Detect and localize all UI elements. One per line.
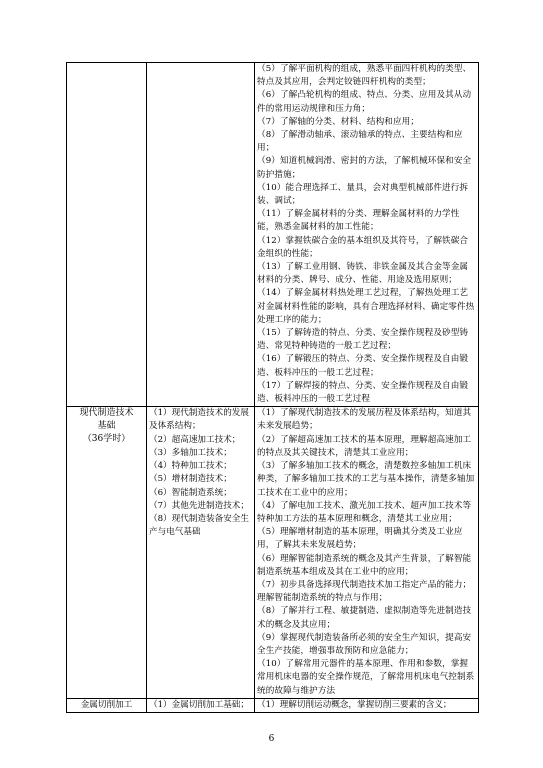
table-row-metal-cutting: [67, 698, 479, 712]
requirement-item: （8）了解并行工程、敏捷制造、虚拟制造等先进制造技术的概念及其应用；: [257, 606, 472, 630]
requirement-item: （11）了解金属材料的分类、理解金属材料的力学性能，熟悉金属材料的加工性能；: [257, 209, 460, 233]
requirement-item: （8）了解滑动轴承、滚动轴承的特点、主要结构和应用；: [257, 130, 463, 154]
requirement-item: （5）理解增材制造的基本原理，明确其分类及工业应用，了解其未来发展趋势；: [257, 527, 463, 551]
course-content-cell: [147, 698, 255, 712]
requirement-item: （2）了解超高速加工技术的基本原理，理解超高速加工的特点及其关键技术，清楚其工业应用；: [257, 434, 472, 458]
course-content-cell: [147, 63, 255, 407]
course-hours: （36学时）: [82, 434, 131, 445]
content-item: （4）特种加工技术；: [149, 461, 232, 472]
page-number: 6: [268, 734, 275, 744]
course-name-cell: [67, 63, 147, 407]
requirement-item: （17）了解焊接的特点、分类、安全操作规程及自由锻造、板料冲压的一般工艺过程: [257, 380, 469, 405]
requirement-item: （4）了解电加工技术、激光加工技术、超声加工技术等特种加工方法的基本原理和概念，清楚其工业应用；: [257, 500, 472, 524]
requirement-item: （7）了解轴的分类、材料、结构和应用；: [257, 116, 420, 127]
requirement-item: （7）初步具备选择现代制造技术加工指定产品的能力；理解智能制造系统的特点与作用；: [257, 579, 472, 604]
requirement-item: （10）能合理选择工、量具，会对典型机械部件进行拆装、调试；: [257, 182, 469, 207]
requirement-item: （1）理解切削运动概念，掌握切削三要素的含义；: [257, 699, 452, 710]
requirement-item: （12）掌握铁碳合金的基本组织及其符号，了解铁碳合金组织的性能；: [257, 235, 469, 259]
requirement-item: （16）了解锻压的特点、分类、安全操作规程及自由锻造、板料冲压的一般工艺过程；: [257, 354, 469, 378]
content-item: （5）增材制造技术；: [149, 474, 232, 485]
table-row-modern-manufacturing: [67, 407, 479, 698]
content-item: （8）现代制造装备安全生产与电气基础: [149, 513, 249, 538]
requirement-item: （13）了解工业用钢、铸铁、非铁金属及其合金等金属材料的分类、牌号、成分、性能、用途及选用原则；: [257, 262, 469, 286]
requirement-item: （6）了解凸轮机构的组成、特点、分类、应用及其从动件的常用运动规律和压力角；: [257, 90, 472, 114]
course-name-cell: [67, 407, 147, 698]
content-item: （1）金属切削加工基础；: [149, 699, 249, 710]
content-item: （6）智能制造系统；: [149, 487, 232, 498]
requirements-cell: [255, 63, 479, 407]
requirement-item: （6）理解智能制造系统的概念及其产生背景，了解智能制造系统基本组成及其在工业中的应用；: [257, 553, 472, 577]
course-content-cell: [147, 407, 255, 698]
requirement-item: （9）掌握现代制造装备所必须的安全生产知识，提高安全生产技能，增强事故预防和应急能力；: [257, 632, 472, 656]
requirements-cell: [255, 698, 479, 712]
course-name: 金属切削加工: [80, 699, 133, 710]
requirement-item: （3）了解多轴加工技术的概念，清楚数控多轴加工机床种类，了解多轴加工技术的工艺与基本操作，清楚多轴加工技术在工业中的应用；: [257, 461, 475, 498]
requirement-item: （15）了解铸造的特点、分类、安全操作规程及砂型铸造、常见特种铸造的一般工艺过程；: [257, 328, 469, 352]
requirement-item: （14）了解金属材料热处理工艺过程，了解热处理工艺对金属材料性能的影响，具有合理选择材料、确定零件热处理工序的能力；: [257, 288, 475, 325]
course-name: 现代制造技术基础: [79, 408, 134, 432]
course-name-cell: [67, 698, 147, 712]
content-item: （3）多轴加工技术；: [149, 447, 232, 458]
requirement-item: （10）了解常用元器件的基本原理、作用和参数，掌握常用机床电器的安全操作规范，了解常用机床电气控制系统的故障与维护方法: [257, 659, 475, 696]
course-table: [66, 62, 479, 713]
table-row-continued: [67, 63, 479, 407]
requirements-cell: [255, 407, 479, 698]
requirement-item: （1）了解现代制造技术的发展历程及体系结构，知道其未来发展趋势；: [257, 408, 472, 432]
content-item: （2）超高速加工技术；: [149, 434, 241, 445]
requirement-item: （5）了解平面机构的组成，熟悉平面四杆机构的类型、特点及其应用，会判定铰链四杆机构的类型；: [257, 64, 472, 88]
requirement-item: （9）知道机械润滑、密封的方法，了解机械环保和安全防护措施；: [257, 156, 472, 180]
content-item: （1）现代制造技术的发展及体系结构；: [149, 408, 249, 432]
content-item: （7）其他先进制造技术；: [149, 500, 249, 511]
